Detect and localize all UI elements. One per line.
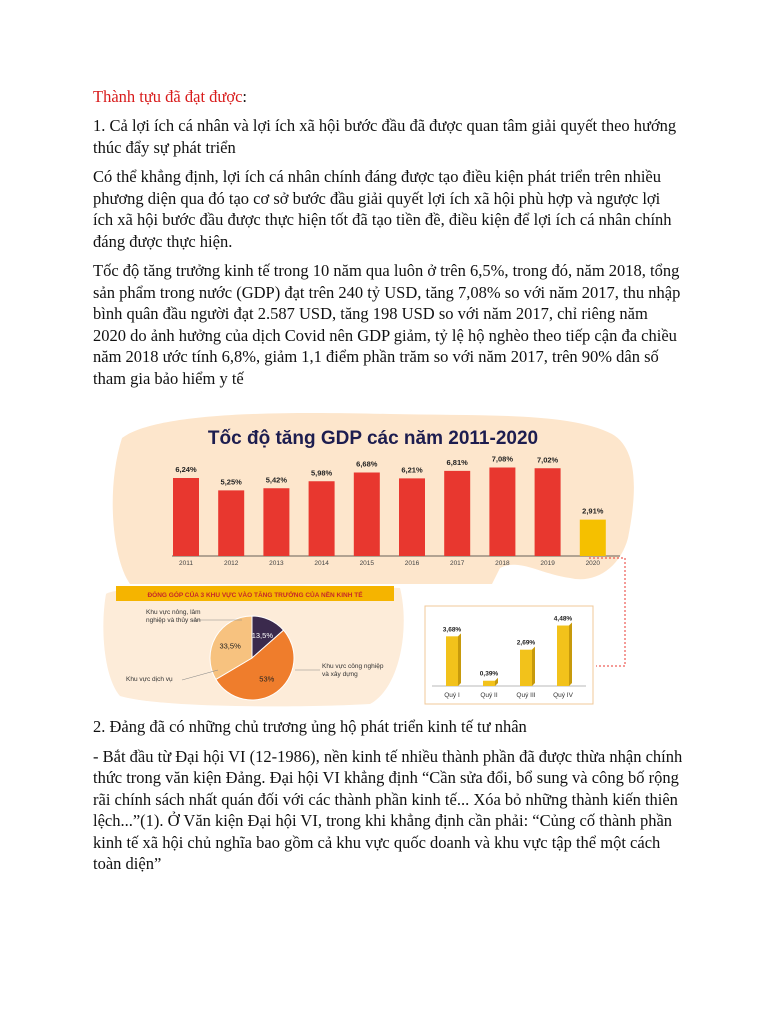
- gdp-year-label: 2012: [223, 560, 239, 567]
- gdp-bar-2016: [399, 478, 425, 556]
- gdp-year-label: 2011: [179, 560, 193, 567]
- gdp-bar-2012: [218, 490, 244, 556]
- section-2: [93, 716, 683, 883]
- quarter-bar-side: [458, 633, 461, 686]
- quarter-value-label: 3,68%: [442, 626, 462, 634]
- gdp-chart-title: Tốc độ tăng GDP các năm 2011-2020: [207, 428, 539, 449]
- gdp-bar-2011: [173, 478, 199, 556]
- gdp-value-label: 6,81%: [446, 457, 468, 467]
- pie-legend-label: Khu vực công nghiệp và xây dựng: [322, 663, 384, 678]
- paragraph-1: 1. Cả lợi ích cá nhân và lợi ích xã hội bước đầu đã được quan tâm giải quyết theo hướng thúc đẩy sự phát triển: [93, 116, 677, 157]
- gdp-bar-2019: [535, 468, 561, 556]
- section-heading: [93, 86, 683, 108]
- heading-text: Thành tựu đã đạt được: [93, 87, 243, 106]
- gdp-bar-2014: [309, 481, 335, 556]
- gdp-infographic: [100, 408, 646, 708]
- paragraph-2: Có thể khẳng định, lợi ích cá nhân chính đáng được tạo điều kiện phát triển trên nhiều phương diện qua đó tạo cơ sở bước đầu giải quyết lợi ích xã hội phù hợp và ngược lợi ích xã hội bước đầu được thực hiện tốt đã tạo tiền đề, điều kiện để lợi ích cá nhân chính đáng được thực hiện.: [93, 167, 672, 251]
- section2-heading: 2. Đảng đã có những chủ trương ủng hộ phát triển kinh tế tư nhân: [93, 717, 527, 736]
- paragraph-3: Tốc độ tăng trưởng kinh tế trong 10 năm qua luôn ở trên 6,5%, trong đó, năm 2018, tổng sản phẩm trong nước (GDP) đạt trên 240 tỷ USD, tăng 7,08% so với năm 2017, thu nhập bình quân đầu người đạt 2.587 USD, tăng 198 USD so với năm 2017, chỉ riêng năm 2020 do ảnh hưởng của dịch Covid nên GDP giảm, tỷ lệ hộ nghèo theo tiếp cận đa chiều năm 2018 ước tính 6,8%, giảm 1,1 điểm phần trăm so với năm 2017, trên 90% dân số tham gia bảo hiểm y tế: [93, 261, 681, 388]
- quarter-value-label: 0,39%: [479, 670, 499, 678]
- gdp-year-label: 2014: [314, 560, 329, 567]
- gdp-year-label: 2015: [359, 560, 375, 567]
- gdp-year-label: 2013: [269, 560, 284, 567]
- quarter-value-label: 4,48%: [553, 615, 573, 623]
- quarter-bar-0: [446, 636, 458, 686]
- quarter-bar-side: [532, 647, 535, 686]
- gdp-value-label: 6,24%: [175, 465, 197, 474]
- gdp-value-label: 6,21%: [401, 465, 423, 475]
- pie-slice-label: 13,5%: [251, 631, 274, 641]
- pie-slice-label: 53%: [259, 674, 275, 684]
- quarter-value-label: 2,69%: [516, 639, 536, 647]
- gdp-value-label: 5,98%: [310, 468, 333, 478]
- pie-chart-title: ĐÓNG GÓP CỦA 3 KHU VỰC VÀO TĂNG TRƯỞNG CỦA NỀN KINH TẾ: [147, 592, 363, 599]
- quarter-bar-3: [557, 626, 569, 686]
- pie-legend-label: Khu vực dịch vụ: [126, 676, 173, 683]
- gdp-year-label: 2016: [404, 560, 420, 567]
- gdp-value-label: 2,91%: [582, 506, 604, 516]
- gdp-value-label: 6,68%: [356, 459, 378, 469]
- gdp-value-label: 7,02%: [536, 455, 559, 465]
- gdp-year-label: 2019: [540, 560, 555, 567]
- heading-colon: :: [242, 87, 247, 106]
- pie-legend-label: Khu vực nông, lâm nghiệp và thủy sản: [146, 609, 201, 624]
- gdp-value-label: 5,42%: [265, 475, 288, 485]
- quarter-bar-1: [483, 681, 495, 686]
- quarter-label: Quý I: [444, 692, 460, 699]
- infographic-svg: [100, 408, 646, 708]
- gdp-bar-2017: [444, 471, 470, 556]
- gdp-bar-2018: [489, 468, 515, 557]
- section2-paragraph: - Bắt đầu từ Đại hội VI (12-1986), nền kinh tế nhiều thành phần đã được thừa nhận chính thức trong văn kiện Đảng. Đại hội VI khẳng định “Cần sửa đổi, bổ sung và công bố rộng rãi chính sách nhất quán đối với các thành phần kinh tế... Xóa bỏ những thành kiến thiên lệch...”(1). Ở Văn kiện Đại hội VI, trong khi khẳng định cần phải: “Củng cố thành phần kinh tế xã hội chủ nghĩa bao gồm cả khu vực quốc doanh và khu vực tập thể một cách toàn diện”: [93, 746, 683, 873]
- pie-slice-label: 33,5%: [219, 641, 241, 651]
- gdp-year-label: 2017: [449, 560, 465, 567]
- quarter-label: Quý II: [480, 692, 498, 699]
- gdp-value-label: 5,25%: [220, 477, 242, 487]
- quarter-bar-side: [569, 623, 572, 686]
- quarter-bar-2: [520, 650, 532, 686]
- gdp-year-label: 2020: [585, 560, 601, 567]
- gdp-value-label: 7,08%: [491, 454, 514, 464]
- quarter-label: Quý III: [516, 692, 536, 699]
- document-body: [93, 86, 683, 397]
- gdp-bar-2020: [580, 520, 606, 556]
- gdp-bar-2015: [354, 473, 380, 557]
- gdp-bar-2013: [263, 488, 289, 556]
- gdp-year-label: 2018: [495, 560, 510, 567]
- quarter-label: Quý IV: [553, 692, 573, 699]
